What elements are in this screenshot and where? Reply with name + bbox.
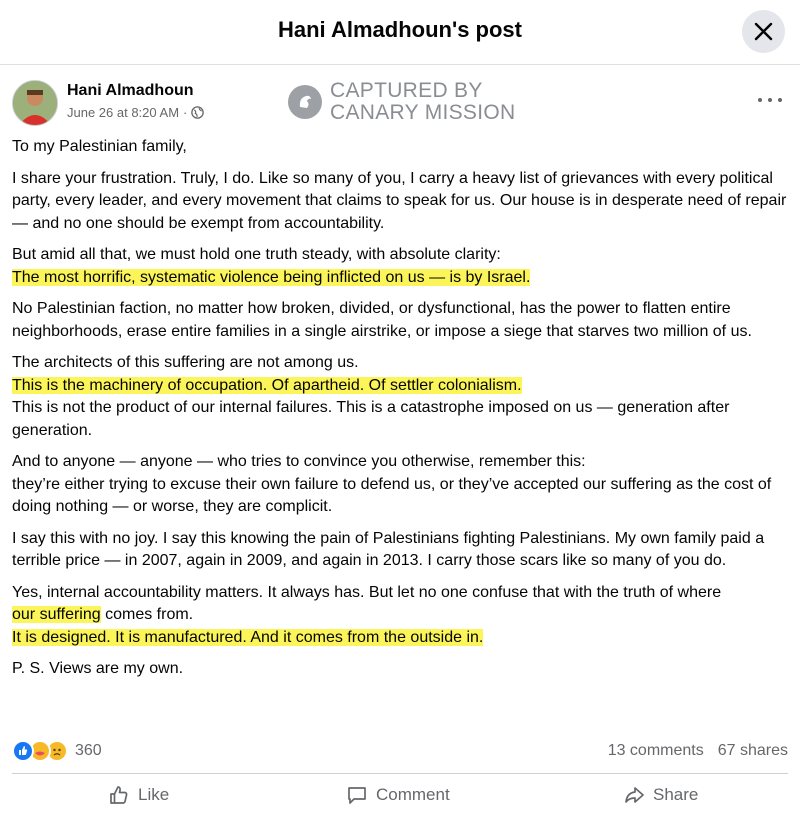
globe-icon — [191, 106, 204, 119]
post-body — [12, 136, 794, 690]
comments-count[interactable]: 13 comments — [607, 742, 704, 759]
share-icon — [623, 784, 645, 806]
watermark-line2: CANARY MISSION — [330, 101, 516, 124]
post-paragraph — [12, 582, 794, 650]
post-paragraph — [12, 352, 794, 442]
post-line: But amid all that, we must hold one truth steady, with absolute clarity: — [12, 246, 501, 263]
reactions-summary[interactable] — [12, 740, 102, 762]
post-meta — [67, 105, 204, 120]
post-line: they’re either trying to excuse their own failure to defend us, or they’ve accepted our suffering as the cost of doing nothing — or worse, they are complicit. — [12, 475, 772, 515]
post-paragraph: I say this with no joy. I say this knowing the pain of Palestinians fighting Palestinians. My own family paid a terrible price — in 2007, again in 2009, and again in 2013. I carry those scars like so many of you do. — [12, 529, 765, 569]
highlighted-text: The most horrific, systematic violence being inflicted on us — is by Israel. — [12, 268, 531, 286]
reaction-count[interactable]: 360 — [75, 742, 102, 759]
comment-label: Comment — [376, 785, 450, 804]
highlighted-text: our suffering — [12, 606, 101, 623]
more-horizontal-icon — [758, 98, 762, 102]
author-avatar[interactable] — [12, 80, 58, 126]
post-line: This is not the product of our internal failures. This is a catastrophe imposed on us — generation after generation. — [12, 399, 730, 439]
post-paragraph: To my Palestinian family, — [12, 138, 187, 155]
like-button[interactable] — [108, 784, 169, 806]
canary-logo-icon — [288, 85, 322, 119]
highlighted-text: It is designed. It is manufactured. And it comes from the outside in. — [12, 628, 484, 646]
post-line: Yes, internal accountability matters. It always has. But let no one confuse that with the truth of where — [12, 583, 722, 601]
comment-button[interactable] — [346, 784, 450, 806]
post-paragraph: I share your frustration. Truly, I do. Like so many of you, I carry a heavy list of grievances with every political party, every leader, and every movement that claims to speak for us. Our house is in desperate need of repair — and no one should be exempt from accountability. — [12, 169, 787, 232]
like-label: Like — [138, 785, 170, 804]
share-label: Share — [653, 785, 699, 804]
watermark-line1: CAPTURED BY — [330, 79, 483, 102]
more-options-button[interactable] — [757, 92, 783, 108]
post-paragraph: P. S. Views are my own. — [12, 660, 184, 677]
post-line: comes from. — [100, 606, 194, 623]
post-paragraph: No Palestinian faction, no matter how broken, divided, or dysfunctional, has the power to flatten entire neighborhoods, erase entire families in a single airstrike, or impose a siege that starves two million of us. — [12, 300, 752, 340]
post-line: The architects of this suffering are not among us. — [12, 354, 359, 371]
post-paragraph — [12, 244, 794, 289]
post-timestamp[interactable]: June 26 at 8:20 AM — [67, 105, 180, 120]
thumbs-up-icon — [108, 784, 130, 806]
actions-divider — [12, 773, 788, 774]
post-header — [0, 0, 800, 65]
close-button[interactable] — [742, 10, 785, 53]
shares-count[interactable]: 67 shares — [717, 742, 788, 759]
highlighted-text: This is the machinery of occupation. Of apartheid. Of settler colonialism. — [12, 376, 522, 394]
watermark — [288, 80, 515, 124]
close-icon — [754, 22, 773, 41]
meta-separator: · — [183, 105, 188, 120]
author-name[interactable]: Hani Almadhoun — [67, 82, 194, 99]
like-reaction-icon — [12, 740, 34, 762]
post-paragraph — [12, 451, 794, 519]
share-button[interactable] — [623, 784, 698, 806]
header-title: Hani Almadhoun's post — [278, 17, 522, 42]
engagement-counts — [608, 742, 788, 760]
comment-icon — [346, 784, 368, 806]
post-line: And to anyone — anyone — who tries to convince you otherwise, remember this: — [12, 453, 586, 470]
